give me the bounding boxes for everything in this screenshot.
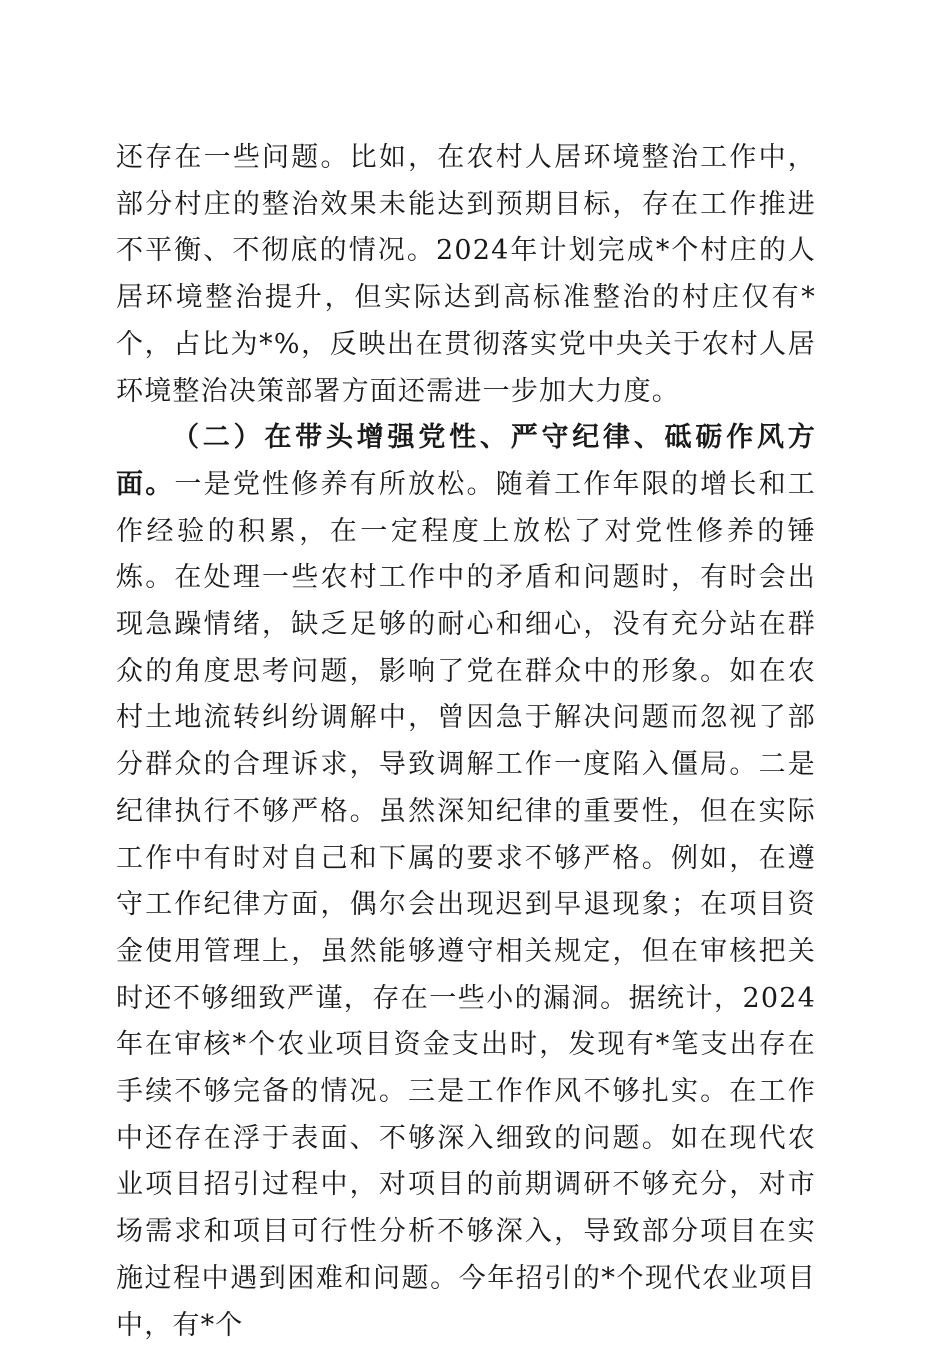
paragraph-2-body: 一是党性修养有所放松。随着工作年限的增长和工作经验的积累，在一定程度上放松了对党性修养的锤炼。在处理一些农村工作中的矛盾和问题时，有时会出现急躁情绪，缺乏足够的耐心和细心，没有充分站在群众的角度思考问题，影响了党在群众中的形象。如在农村土地流转纠纷调解中，曾因急于解决问题而忽视了部分群众的合理诉求，导致调解工作一度陷入僵局。二是纪律执行不够严格。虽然深知纪律的重要性，但在实际工作中有时对自己和下属的要求不够严格。例如，在遵守工作纪律方面，偶尔会出现迟到早退现象；在项目资金使用管理上，虽然能够遵守相关规定，但在审核把关时还不够细致严谨，存在一些小的漏洞。据统计，2024年在审核*个农业项目资金支出时，发现有*笔支出存在手续不够完备的情况。三是工作作风不够扎实。在工作中还存在浮于表面、不够深入细致的问题。如在现代农业项目招引过程中，对项目的前期调研不够充分，对市场需求和项目可行性分析不够深入，导致部分项目在实施过程中遇到困难和问题。今年招引的*个现代农业项目中，有*个 <box>116 468 816 1341</box>
paragraph-1: 还存在一些问题。比如，在农村人居环境整治工作中，部分村庄的整治效果未能达到预期目标，存在工作推进不平衡、不彻底的情况。2024年计划完成*个村庄的人居环境整治提升，但实际达到高标准整治的村庄仅有*个，占比为*%，反映出在贯彻落实党中央关于农村人居环境整治决策部署方面还需进一步加大力度。 <box>116 142 816 407</box>
section-heading: （二）在带头增强党性、严守纪律、砥砺作风方面。 <box>116 422 816 500</box>
document-body <box>116 135 816 1349</box>
paragraph-2 <box>116 415 816 1349</box>
